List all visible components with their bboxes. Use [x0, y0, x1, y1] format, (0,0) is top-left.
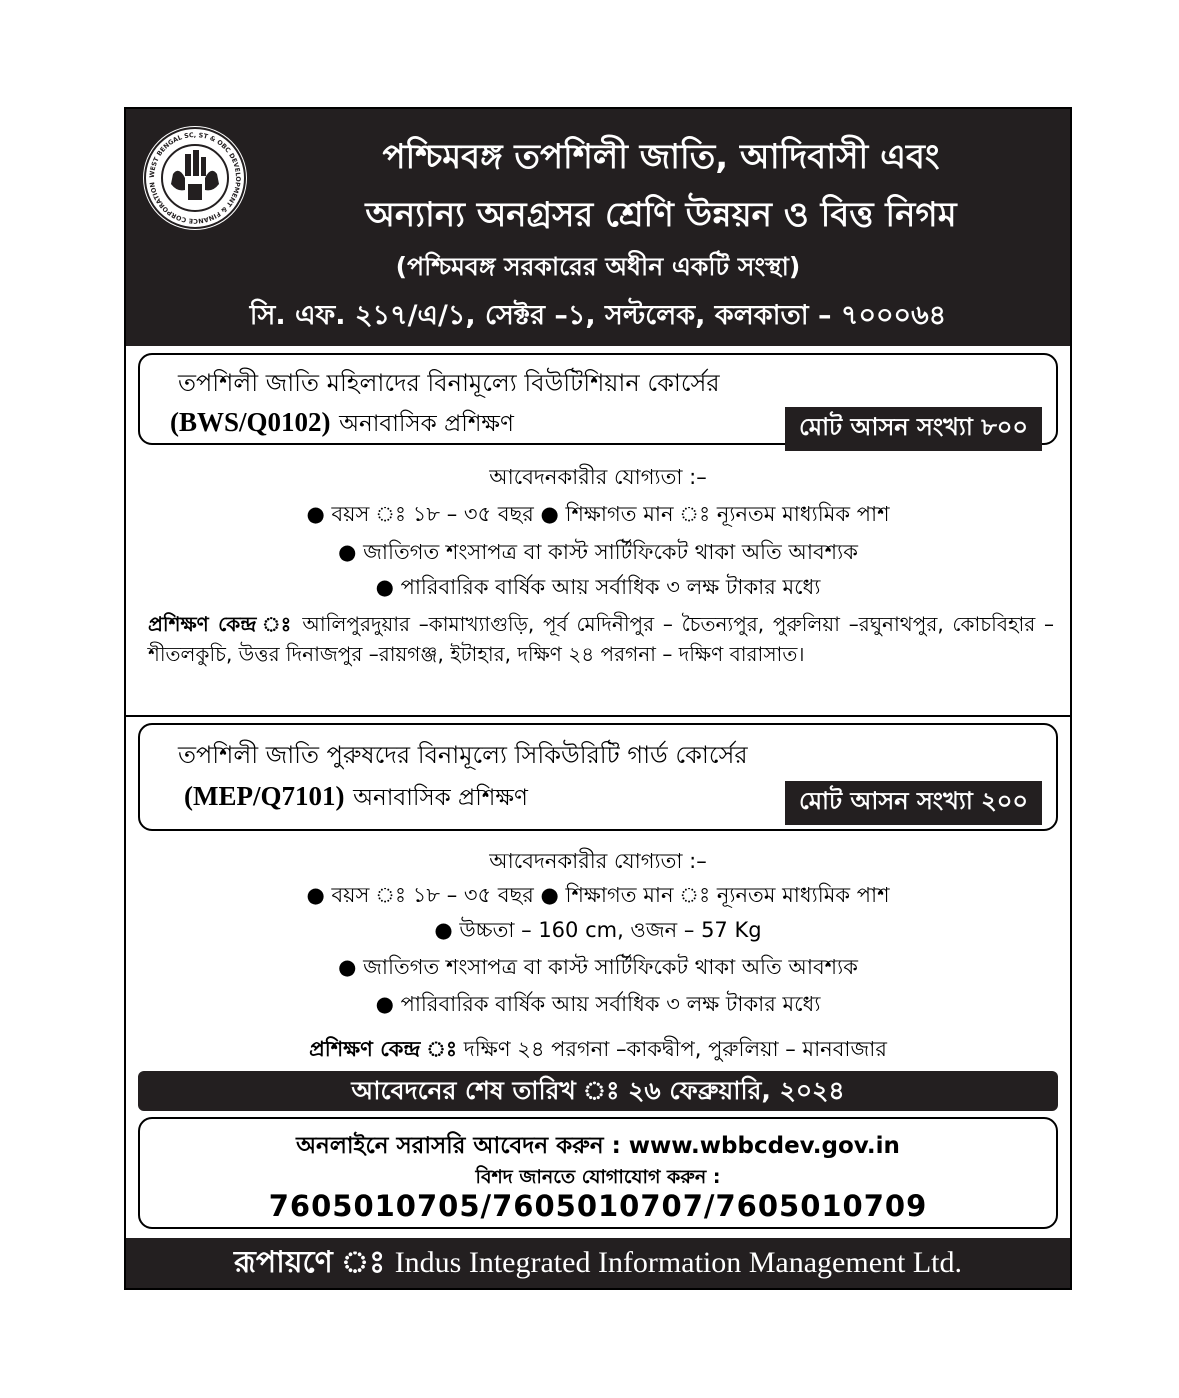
course2-title-box	[138, 723, 1058, 831]
org-name-line2: অন্যান্য অনগ্রসর শ্রেণি উন্নয়ন ও বিত্ত নিগম	[365, 195, 957, 235]
course1-centers	[148, 609, 1054, 669]
course2-seats: মোট আসন সংখ্যা ২০০	[785, 781, 1042, 825]
advertisement	[124, 107, 1072, 1290]
course2-title: তপশিলী জাতি পুরুষদের বিনামূল্যে সিকিউরিটি গার্ড কোর্সের	[178, 741, 748, 769]
course1-title-box	[138, 353, 1058, 445]
course1-code: (BWS/Q0102)	[170, 407, 331, 437]
course1-title: তপশিলী জাতি মহিলাদের বিনামূল্যে বিউটিশিয়ান কোর্সের	[178, 369, 720, 397]
footer-banner	[126, 1238, 1070, 1288]
course1-center-label: প্রশিক্ষণ কেন্দ্র ঃ	[148, 612, 294, 636]
course1-center-list: আলিপুরদুয়ার –কামাখ্যাগুড়ি, পূর্ব মেদিনীপুর – চৈতন্যপুর, পুরুলিয়া –রঘুনাথপুর, কোচবিহার – শীতলকুচি, উত্তর দিনাজপুর –রায়গঞ্জ, ইটাহার, দক্ষিণ ২৪ পরগনা – দক্ষিণ বারাসাত।	[148, 612, 1054, 666]
course2-center-list: দক্ষিণ ২৪ পরগনা –কাকদ্বীপ, পুরুলিয়া – মানবাজার	[463, 1037, 887, 1061]
footer-company: Indus Integrated Information Management Ltd.	[394, 1246, 963, 1279]
course2-mode: অনাবাসিক প্রশিক্ষণ	[353, 785, 528, 811]
course1-eligibility-item: ● জাতিগত শংসাপত্র বা কাস্ট সার্টিফিকেট থাকা অতি আবশ্যক	[338, 540, 858, 564]
apply-online-text: অনলাইনে সরাসরি আবেদন করুন : www.wbbcdev.gov.in	[296, 1133, 900, 1159]
contact-details-label: বিশদ জানতে যোগাযোগ করুন :	[475, 1166, 721, 1188]
course2-eligibility-item: ● জাতিগত শংসাপত্র বা কাস্ট সার্টিফিকেট থাকা অতি আবশ্যক	[338, 955, 858, 979]
application-deadline: আবেদনের শেষ তারিখ ঃ ২৬ ফেব্রুয়ারি, ২০২৪	[138, 1071, 1058, 1111]
contact-phone-numbers: 7605010705/7605010707/7605010709	[268, 1189, 928, 1223]
course2-center-label: প্রশিক্ষণ কেন্দ্র ঃ	[309, 1037, 458, 1061]
course2-eligibility-item: ● উচ্চতা – 160 cm, ওজন – 57 Kg	[434, 918, 762, 942]
org-subtitle: (পশ্চিমবঙ্গ সরকারের অধীন একটি সংস্থা)	[395, 252, 801, 281]
course2-eligibility-item: ● বয়স ঃ ১৮ – ৩৫ বছর ● শিক্ষাগত মান ঃ ন্যূনতম মাধ্যমিক পাশ	[306, 883, 890, 907]
org-name-line1: পশ্চিমবঙ্গ তপশিলী জাতি, আদিবাসী এবং	[382, 137, 940, 177]
course2-centers	[126, 1033, 1070, 1068]
contact-box	[138, 1117, 1058, 1229]
corporation-logo	[141, 124, 249, 232]
course2-code: (MEP/Q7101)	[184, 781, 345, 811]
course2-eligibility-title: আবেদনকারীর যোগ্যতা :–	[489, 849, 707, 873]
course2-eligibility-item: ● পারিবারিক বার্ষিক আয় সর্বাধিক ৩ লক্ষ টাকার মধ্যে	[375, 992, 821, 1016]
course1-seats: মোট আসন সংখ্যা ৮০০	[785, 407, 1042, 451]
logo-ring-text: WEST BENGAL SC, ST & OBC DEVELOPMENT & FINANCE CORPORATION	[147, 130, 243, 226]
org-address: সি. এফ. ২১৭/এ/১, সেক্টর –১, সল্টলেক, কলকাতা – ৭০০০৬৪	[249, 300, 947, 331]
section-divider	[126, 715, 1070, 717]
header-banner	[126, 109, 1070, 346]
course1-eligibility-title: আবেদনকারীর যোগ্যতা :–	[489, 465, 707, 489]
footer-label: রূপায়ণে ঃ	[233, 1245, 386, 1280]
course1-mode: অনাবাসিক প্রশিক্ষণ	[339, 411, 514, 437]
course1-eligibility-item: ● বয়স ঃ ১৮ – ৩৫ বছর ● শিক্ষাগত মান ঃ ন্যূনতম মাধ্যমিক পাশ	[306, 502, 890, 526]
course1-eligibility-item: ● পারিবারিক বার্ষিক আয় সর্বাধিক ৩ লক্ষ টাকার মধ্যে	[375, 575, 821, 599]
